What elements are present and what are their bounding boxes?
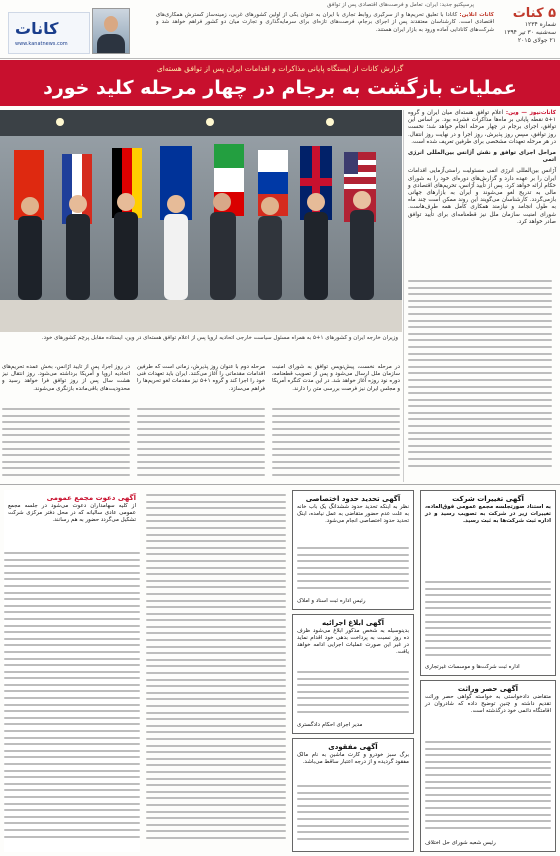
- article-text-2: آژانس بین‌المللی انرژی اتمی مسئولیت راستی‌آزمایی اقدامات ایران را بر عهده دارد و گزارش‌های دوره‌ای خود را به شورای حکام ارائه خواهد کرد. پس از تأیید آژانس، تحریم‌های اقتصادی و مالی به تدریج لغو می‌شوند و ایران به بازارهای جهانی بازمی‌گردد. کارشناسان می‌گویند این روند ممکن است چند ماه به طول انجامد و نیازمند همکاری کامل همه طرف‌هاست. شورای امنیت سازمان ملل نیز قطعنامه‌ای برای تأیید توافق صادر خواهد کرد.: [408, 168, 556, 225]
- article-text-1: اعلام توافق هسته‌ای میان ایران و گروه ۱+۵ نقطه پایانی بر ماه‌ها مذاکرات فشرده بود. بر اساس این توافق، اجرای برجام در چهار مرحله انجام خواهد شد؛ نخست روز توافق، سپس روز پذیرش، روز اجرا و در نهایت روز انتقال. در هر مرحله تعهدات مشخصی برای طرفین تعریف شده است.: [408, 110, 556, 145]
- ad2-body: نظر به اینکه تحدید حدود ششدانگ یک باب خانه به علت عدم حضور متقاضی به عمل نیامده، اینک تحدید حدود اختصاصی انجام می‌شود.: [297, 504, 409, 524]
- ad1-body: به استناد صورتجلسه مجمع عمومی فوق‌العاده، تغییرات زیر در شرکت به تصویب رسید و در اداره ثبت شرکت‌ها به ثبت رسید.: [425, 504, 551, 524]
- ad-inheritance: [420, 680, 556, 852]
- ad6-footer: رئیس شعبه شورای حل اختلاف: [425, 840, 496, 846]
- headline-band: [0, 60, 560, 106]
- ministers-photo-illustration: [0, 110, 402, 332]
- ad3-body: بدینوسیله به شخص مذکور ابلاغ می‌شود ظرف ده روز نسبت به پرداخت بدهی خود اقدام نماید در غیر این صورت عملیات اجرایی ادامه خواهد یافت.: [297, 628, 409, 655]
- ad6-body: متقاضی دادخواستی به خواسته گواهی حصر وراثت تقدیم داشته و چنین توضیح داده که شادروان در اقامتگاه دائمی خود درگذشته است.: [425, 694, 551, 714]
- col1-lines: [272, 408, 400, 480]
- issue-date-en: ۲۱ جولای ۲۰۱۵: [517, 37, 556, 44]
- ad2-title: آگهی تحدید حدود اختصاصی: [305, 495, 401, 503]
- ad1-lines: [425, 581, 551, 657]
- header-summary-lead: کانات آنلاین:: [459, 12, 494, 18]
- header-summary: [156, 12, 494, 56]
- issue-date-fa: سه‌شنبه ۳۰ تیر ۱۳۹۴: [504, 29, 556, 36]
- author-head: [104, 16, 118, 32]
- ad-execution-notice: [292, 614, 414, 734]
- publication-logo[interactable]: [8, 12, 90, 54]
- ad3-title: آگهی ابلاغ اجرائیه: [321, 619, 385, 627]
- page-label: ۵ کنات: [512, 6, 556, 21]
- article-paragraph-1: [408, 110, 556, 146]
- ad3-lines: [297, 671, 409, 715]
- headline-kicker: گزارش کانات از ایستگاه پایانی مذاکرات و اقدامات ایران پس از توافق هسته‌ای: [156, 64, 404, 73]
- lead-article: [403, 110, 556, 482]
- ad-company-changes: [420, 490, 556, 676]
- ad4-title: آگهی مفقودی: [328, 743, 378, 751]
- top-strip: پرسپکتیو جدید: ایران، تعامل و فرصت‌های اقتصادی پس از توافق: [327, 2, 474, 8]
- ad6-lines: [425, 741, 551, 831]
- page-header: [0, 0, 560, 59]
- news-column-left: [4, 490, 140, 852]
- ad6-title: آگهی حصر وراثت: [457, 685, 519, 693]
- article-columns: [0, 364, 402, 482]
- article-column-1: در مرحله نخست، پیش‌نویس توافق به شورای امنیت سازمان ملل ارسال می‌شود و پس از تصویب قطعنامه، دوره نود روزه آغاز خواهد شد. در این مدت کنگره آمریکا و مجلس ایران نیز فرصت بررسی متن را دارند.: [272, 364, 400, 392]
- ad5-title: آگهی دعوت مجمع عمومی: [46, 494, 136, 502]
- author-suit: [97, 34, 125, 53]
- article-subhead: مراحل اجرای توافق و نقش آژانس بین‌المللی انرژی اتمی: [408, 150, 556, 164]
- ad-boundary: [292, 490, 414, 610]
- ad-lost-documents: [292, 738, 414, 852]
- ad4-body: برگ سبز خودرو و کارت ماشین به نام مالک مفقود گردیده و از درجه اعتبار ساقط می‌باشد.: [297, 752, 409, 765]
- header-summary-text: کانادا با تعلیق تحریم‌ها و از سرگیری روابط تجاری با ایران به عنوان یکی از اولین کشورهای غربی، زمینه‌ساز گسترش همکاری‌های اقتصادی است. کارشناسان معتقدند پس از اجرای برجام، فرصت‌های تازه‌ای برای سرمایه‌گذاری و تجارت میان دو کشور فراهم خواهد شد و شرکت‌های کانادایی آماده ورود به بازار ایران هستند.: [156, 12, 494, 33]
- ad4-lines: [297, 785, 409, 845]
- page-meta: [498, 6, 556, 56]
- classified-ads: [0, 488, 560, 856]
- ad2-lines: [297, 547, 409, 591]
- ad2-footer: رئیس اداره ثبت اسناد و املاک: [297, 598, 366, 604]
- author-photo: [92, 8, 130, 54]
- article-column-3: در روز اجرا، پس از تأیید آژانس، بخش عمده تحریم‌های اتحادیه اروپا و آمریکا برداشته می‌شود. روز انتقال نیز هشت سال پس از روز توافق فرا خواهد رسید و محدودیت‌های باقی‌مانده بازنگری می‌شوند.: [2, 364, 130, 392]
- ad1-title: آگهی تغییرات شرکت: [452, 495, 524, 503]
- issue-number: شماره ۱۲۳۴: [524, 21, 556, 28]
- ad5-body: از کلیه سهامداران دعوت می‌شود در جلسه مجمع عمومی عادی سالیانه که در محل دفتر مرکزی شرکت تشکیل می‌گردد حضور به هم رسانند.: [8, 503, 136, 523]
- ad1-footer: اداره ثبت شرکت‌ها و موسسات غیرتجاری: [425, 664, 520, 670]
- photo-caption: وزیران خارجه ایران و کشورهای ۱+۵ به همراه مسئول سیاست خارجی اتحادیه اروپا پس از اعلام توافق هسته‌ای در وین، ایستاده مقابل پرچم کشورهای خود.: [41, 335, 398, 341]
- article-column-2: مرحله دوم با عنوان روز پذیرش، زمانی است که طرفین اقدامات مقدماتی را آغاز می‌کنند. ایران باید تعهدات فنی خود را اجرا کند و گروه ۱+۵ نیز مقدمات لغو تحریم‌ها را فراهم می‌سازد.: [137, 364, 265, 392]
- col3-lines: [2, 408, 130, 480]
- col2-lines: [137, 408, 265, 480]
- lead-photo: [0, 110, 402, 332]
- logo-url: www.kanatnews.com: [15, 41, 68, 47]
- section-divider: [0, 484, 560, 485]
- left-column-lines: [4, 552, 140, 848]
- main-headline: عملیات بازگشت به برجام در چهار مرحله کلید خورد: [43, 77, 517, 99]
- middle-column-lines: [146, 494, 286, 850]
- article-lead: کانات‌نیوز‌ — وین:: [505, 110, 556, 116]
- article-continuation-lines: [408, 280, 552, 480]
- logo-text: کانات: [15, 19, 59, 38]
- ad3-footer: مدیر اجرای احکام دادگستری: [297, 722, 363, 728]
